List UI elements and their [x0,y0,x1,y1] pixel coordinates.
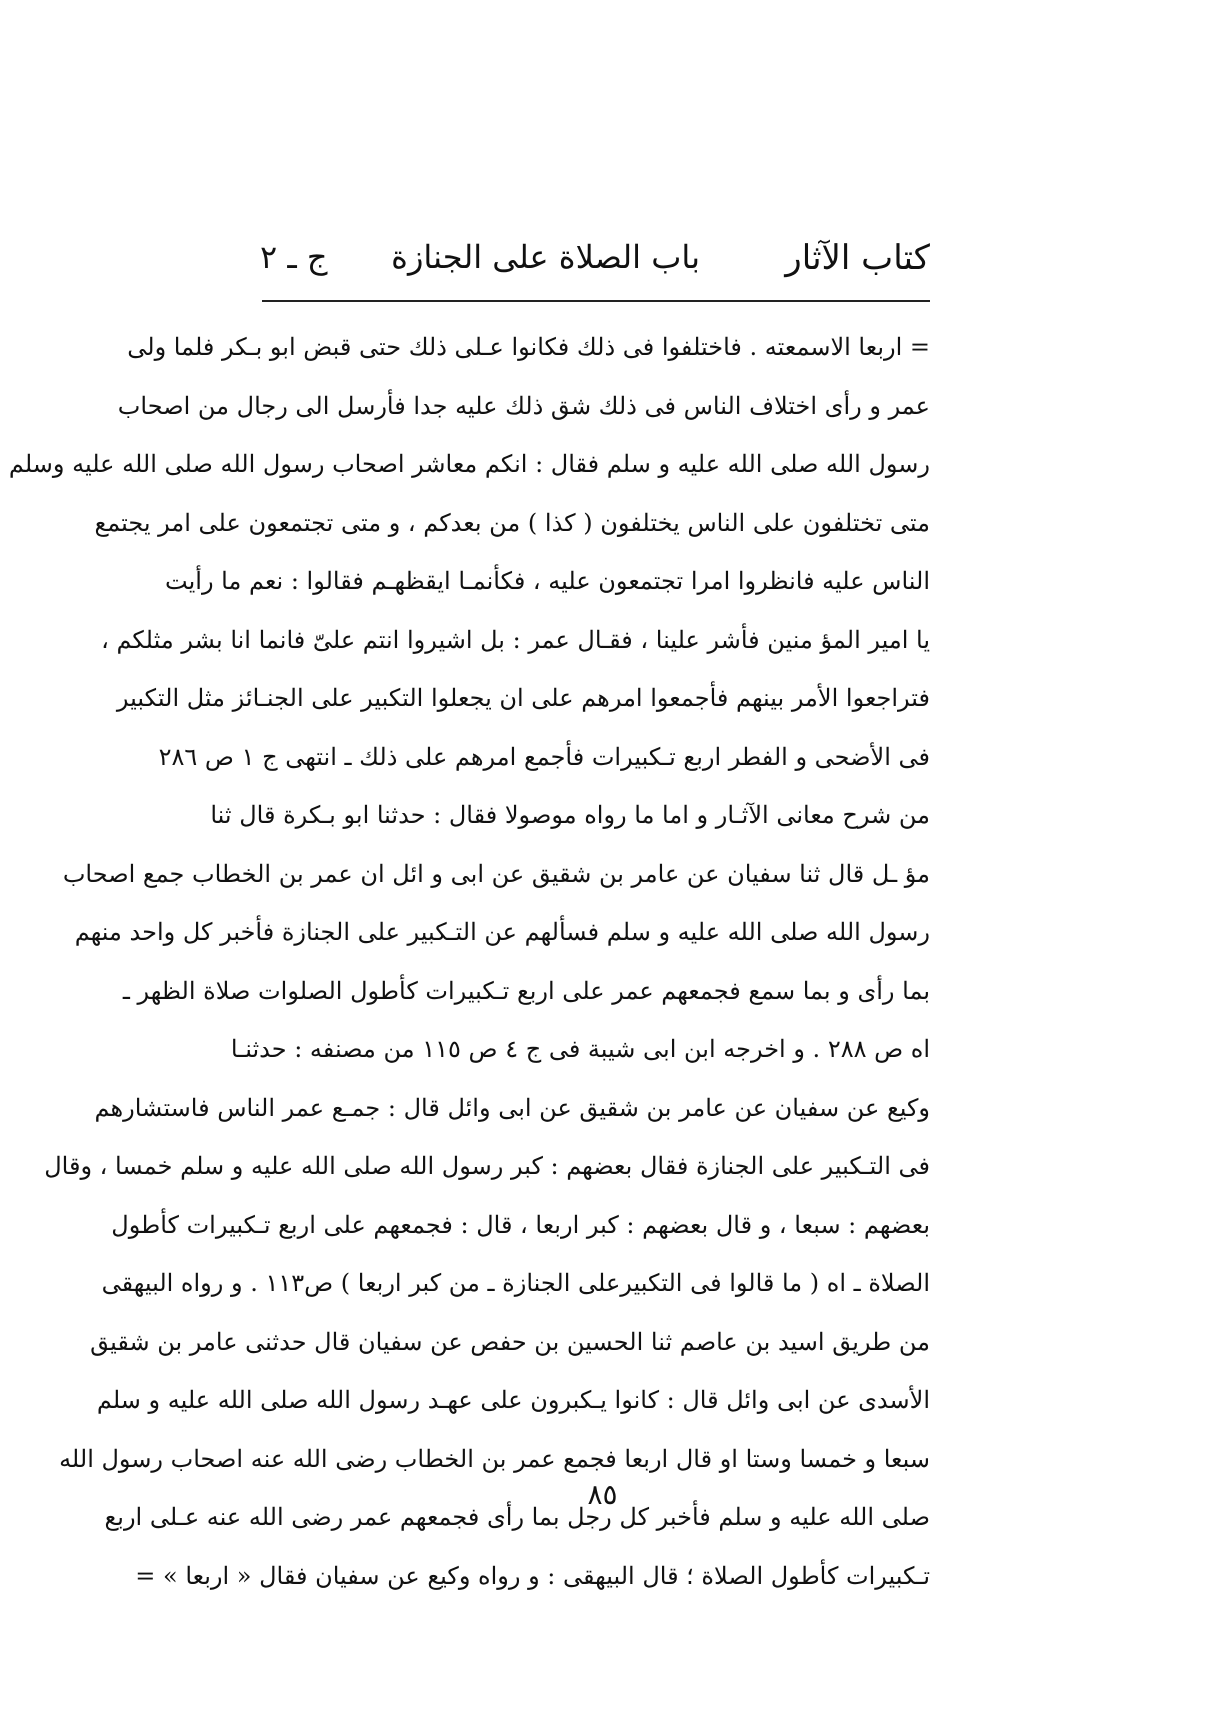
text-line-11: رسول الله صلى الله عليه و سلم فسألهم عن التـكبير على الجنازة فأخبر كل واحد منهم [74,918,930,946]
text-line-3: رسول الله صلى الله عليه و سلم فقال : انكم معاشر اصحاب رسول الله صلى الله عليه وسلم [8,450,930,478]
text-line-10: مؤ ـل قال ثنا سفيان عن عامر بن شقيق عن ابى و ائل ان عمر بن الخطاب جمع اصحاب [62,859,930,888]
body-text [8,318,930,1605]
text-line-12: بما رأى و بما سمع فجمعهم عمر على اربع تـكبيرات كأطول الصلوات صلاة الظهر ـ [122,976,930,1005]
text-line-4: متى تختلفون على الناس يختلفون ( كذا ) من بعدكم ، و متى تجتمعون على امر يجتمع [94,508,930,537]
text-line-6: يا امير المؤ منين فأشر علينا ، فقـال عمر : بل اشيروا انتم علىّ فانما انا بشر مثلكم ، [101,625,930,654]
text-line-2: عمر و رأى اختلاف الناس فى ذلك شق ذلك عليه جدا فأرسل الى رجال من اصحاب [117,391,930,420]
text-line-18: من طريق اسيد بن عاصم ثنا الحسين بن حفص عن سفيان قال حدثنى عامر بن شقيق [90,1327,930,1356]
running-header [260,238,930,298]
text-line-7: فتراجعوا الأمر بينهم فأجمعوا امرهم على ان يجعلوا التكبير على الجنـائز مثل التكبير [116,684,930,712]
page-number: ٨٥ [587,1478,618,1511]
book-title: كتاب الآثار [785,238,930,278]
text-line-19: الأسدى عن ابى وائل قال : كانوا يـكبرون على عهـد رسول الله صلى الله عليه و سلم [96,1386,930,1414]
text-line-15: فى التـكبير على الجنازة فقال بعضهم : كبر رسول الله صلى الله عليه و سلم خمسا ، وقال [44,1152,930,1180]
text-line-16: بعضهم : سبعا ، و قال بعضهم : كبر اربعا ، قال : فجمعهم على اربع تـكبيرات كأطول [111,1210,930,1239]
volume-number: ج ـ ٢ [260,238,328,276]
text-line-21: صلى الله عليه و سلم فأخبر كل رجل بما رأى فجمعهم عمر رضى الله عنه عـلى اربع [104,1503,930,1531]
text-line-17: الصلاة ـ اه ( ما قالوا فى التكبيرعلى الجنازة ـ من كبر اربعا ) ص١١٣ . و رواه البيهقى [101,1269,930,1297]
text-line-1: = اربعا الاسمعته . فاختلفوا فى ذلك فكانوا عـلى ذلك حتى قبض ابو بـكر فلما ولى [127,333,930,361]
text-line-5: الناس عليه فانظروا امرا تجتمعون عليه ، فكأنمـا ايقظهـم فقالوا : نعم ما رأيت [165,567,930,595]
text-line-20: سبعا و خمسا وستا او قال اربعا فجمع عمر بن الخطاب رضى الله عنه اصحاب رسول الله [59,1444,930,1473]
header-rule [262,300,930,302]
text-line-14: وكيع عن سفيان عن عامر بن شقيق عن ابى وائل قال : جمـع عمر الناس فاستشارهم [94,1093,930,1122]
text-line-8: فى الأضحى و الفطر اربع تـكبيرات فأجمع امرهم على ذلك ـ انتهى ج ١ ص ٢٨٦ [158,742,930,771]
text-line-13: اه ص ٢٨٨ . و اخرجه ابن ابى شيبة فى ج ٤ ص ١١٥ من مصنفه : حدثنـا [230,1035,930,1063]
chapter-title: باب الصلاة على الجنازة [391,238,700,276]
text-line-22: تـكبيرات كأطول الصلاة ؛ قال البيهقى : و رواه وكيع عن سفيان فقال « اربعا » = [135,1561,930,1590]
text-line-9: من شرح معانى الآثـار و اما ما رواه موصولا فقال : حدثنا ابو بـكرة قال ثنا [210,801,930,829]
